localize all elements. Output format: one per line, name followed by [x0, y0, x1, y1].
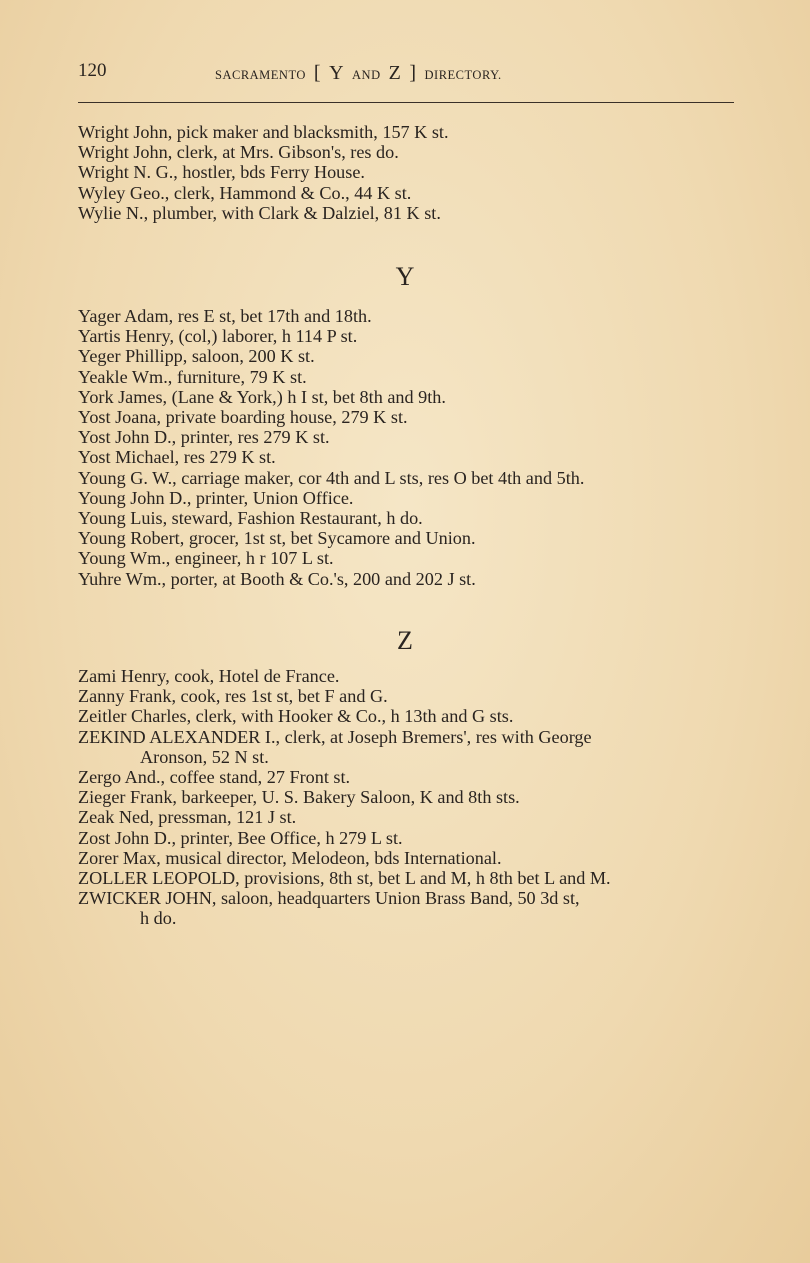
running-head	[215, 62, 502, 85]
directory-entry: Zanny Frank, cook, res 1st st, bet F and G.	[78, 686, 388, 707]
directory-entry: Yeger Phillipp, saloon, 200 K st.	[78, 346, 315, 367]
directory-entry: Zeak Ned, pressman, 121 J st.	[78, 807, 297, 828]
y-entries-list	[78, 306, 743, 589]
directory-entry: Wyley Geo., clerk, Hammond & Co., 44 K st.	[78, 182, 412, 203]
running-head-city: SACRAMENTO	[215, 68, 306, 82]
directory-entry: Young Robert, grocer, 1st st, bet Sycamore and Union.	[78, 528, 476, 549]
directory-entry: ZOLLER LEOPOLD, provisions, 8th st, bet L and M, h 8th bet L and M.	[78, 868, 611, 889]
running-head-title: DIRECTORY.	[424, 68, 502, 82]
directory-entry: Yost Michael, res 279 K st.	[78, 447, 276, 468]
directory-entry: Zorer Max, musical director, Melodeon, bds International.	[78, 847, 502, 868]
directory-entry: Young Wm., engineer, h r 107 L st.	[78, 548, 334, 569]
running-head-letter-y: Y	[329, 62, 345, 84]
running-head-bracket-open: [	[313, 62, 322, 84]
directory-entry: Young Luis, steward, Fashion Restaurant, h do.	[78, 508, 423, 529]
header-rule	[78, 102, 734, 103]
directory-entry-continuation: h do.	[140, 908, 177, 929]
directory-entry: Zergo And., coffee stand, 27 Front st.	[78, 767, 351, 788]
directory-entry: Yartis Henry, (col,) laborer, h 114 P st.	[78, 326, 358, 347]
directory-entry: Zeitler Charles, clerk, with Hooker & Co., h 13th and G sts.	[78, 706, 514, 727]
directory-entry: ZWICKER JOHN, saloon, headquarters Union Brass Band, 50 3d st,	[78, 888, 580, 909]
w-entries-list	[78, 122, 743, 223]
section-heading-y: Y	[395, 262, 415, 291]
directory-entry: Wright John, clerk, at Mrs. Gibson's, res do.	[78, 142, 399, 163]
directory-entry: York James, (Lane & York,) h I st, bet 8th and 9th.	[78, 386, 446, 407]
directory-entry: Wright John, pick maker and blacksmith, 157 K st.	[78, 122, 449, 142]
directory-entry: Zost John D., printer, Bee Office, h 279 L st.	[78, 827, 403, 848]
directory-entry: Zieger Frank, barkeeper, U. S. Bakery Saloon, K and 8th sts.	[78, 787, 520, 808]
directory-entry: Wright N. G., hostler, bds Ferry House.	[78, 162, 365, 183]
page-header	[78, 60, 738, 90]
directory-entry-continuation: Aronson, 52 N st.	[140, 746, 269, 767]
section-heading-z: Z	[397, 626, 413, 655]
running-head-and: AND	[352, 68, 381, 82]
directory-entry: Yuhre Wm., porter, at Booth & Co.'s, 200 and 202 J st.	[78, 568, 476, 589]
directory-entry: Yost Joana, private boarding house, 279 K st.	[78, 407, 408, 428]
directory-entry: Yager Adam, res E st, bet 17th and 18th.	[78, 306, 372, 326]
directory-entry: Young G. W., carriage maker, cor 4th and L sts, res O bet 4th and 5th.	[78, 467, 585, 488]
running-head-letter-z: Z	[388, 62, 402, 84]
directory-entry: Yeakle Wm., furniture, 79 K st.	[78, 366, 307, 387]
directory-entry: ZEKIND ALEXANDER I., clerk, at Joseph Bremers', res with George	[78, 726, 592, 747]
page-number: 120	[78, 60, 107, 81]
z-entries-list	[78, 666, 743, 929]
directory-entry: Young John D., printer, Union Office.	[78, 487, 354, 508]
directory-entry: Zami Henry, cook, Hotel de France.	[78, 666, 340, 686]
running-head-bracket-close: ]	[409, 62, 417, 84]
directory-entry: Wylie N., plumber, with Clark & Dalziel, 81 K st.	[78, 202, 441, 223]
directory-entry: Yost John D., printer, res 279 K st.	[78, 427, 330, 448]
